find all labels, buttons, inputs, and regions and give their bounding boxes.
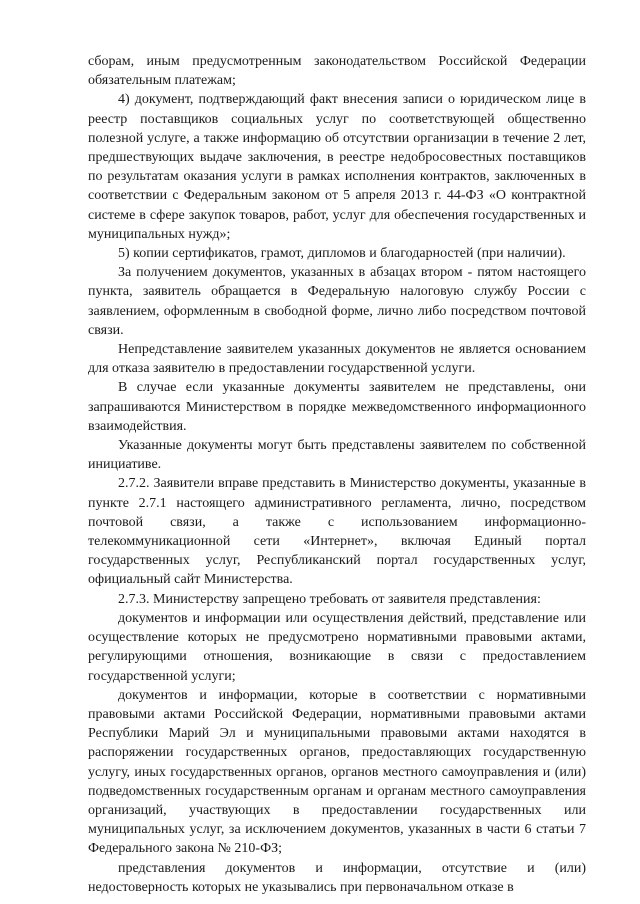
paragraph-continuation-fees: сборам, иным предусмотренным законодательством Российской Федерации обязательным платежам; [88,54,586,89]
paragraph-2-7-2: 2.7.2. Заявители вправе представить в Министерство документы, указанные в пункте 2.7.1 настоящего административного регламента, лично, посредством почтовой связи, а также с использованием информационно-телекоммуникационной сети «Интернет», включая Единый портал государственных услуг, Республиканский портал государственных услуг, официальный сайт Министерства. [88,476,586,588]
paragraph-2-7-3: 2.7.3. Министерству запрещено требовать от заявителя представления: [118,591,541,607]
paragraph-own-initiative: Указанные документы могут быть представлены заявителем по собственной инициативе. [88,438,586,473]
paragraph-prohibited-initial-refusal: представления документов и информации, отсутствие и (или) недостоверность которых не указывались при первоначальном отказе в [88,860,586,895]
paragraph-prohibited-documents: документов и информации, которые в соответствии с нормативными правовыми актами Российской Федерации, нормативными правовыми актами Республики Марий Эл и муниципальными правовыми актами находятся в распоряжении государственных органов, предоставляющих государственную услугу, иных государственных органов, органов местного самоуправления и (или) подведомственных государственным органам и органам местного самоуправления организаций, участвующих в предоставлении государственных или муниципальных услуг, за исключением документов, указанных в части 6 статьи 7 Федерального закона № 210-ФЗ; [88,687,586,857]
paragraph-prohibited-actions: документов и информации или осуществления действий, представление или осуществление которых не предусмотрено нормативными правовыми актами, регулирующими отношения, возникающие в связи с предоставлением государственной услуги; [88,610,586,684]
document-page [88,52,586,897]
paragraph-tax-service-request: За получением документов, указанных в абзацах втором - пятом настоящего пункта, заявитель обращается в Федеральную налоговую службу России с заявлением, оформленным в свободной форме, лично либо посредством почтовой связи. [88,265,586,338]
paragraph-item-5-certificates: 5) копии сертификатов, грамот, дипломов и благодарностей (при наличии). [118,246,566,262]
paragraph-item-4-registry-record: 4) документ, подтверждающий факт внесения записи о юридическом лице в реестр поставщиков социальных услуг по соответствующей общественно полезной услуге, а также информацию об отсутствии организации в течение 2 лет, предшествующих выдаче заключения, в реестре недобросовестных поставщиков по результатам оказания услуги в рамках исполнения контрактов, заключенных в соответствии с Федеральным законом от 5 апреля 2013 г. 44-ФЗ «О контрактной системе в сфере закупок товаров, работ, услуг для обеспечения государственных и муниципальных нужд»; [88,92,586,242]
paragraph-non-submission: Непредставление заявителем указанных документов не является основанием для отказа заявителю в предоставлении государственной услуги. [88,342,586,377]
paragraph-interagency-request: В случае если указанные документы заявителем не представлены, они запрашиваются Министерством в порядке межведомственного информационного взаимодействия. [88,380,586,434]
